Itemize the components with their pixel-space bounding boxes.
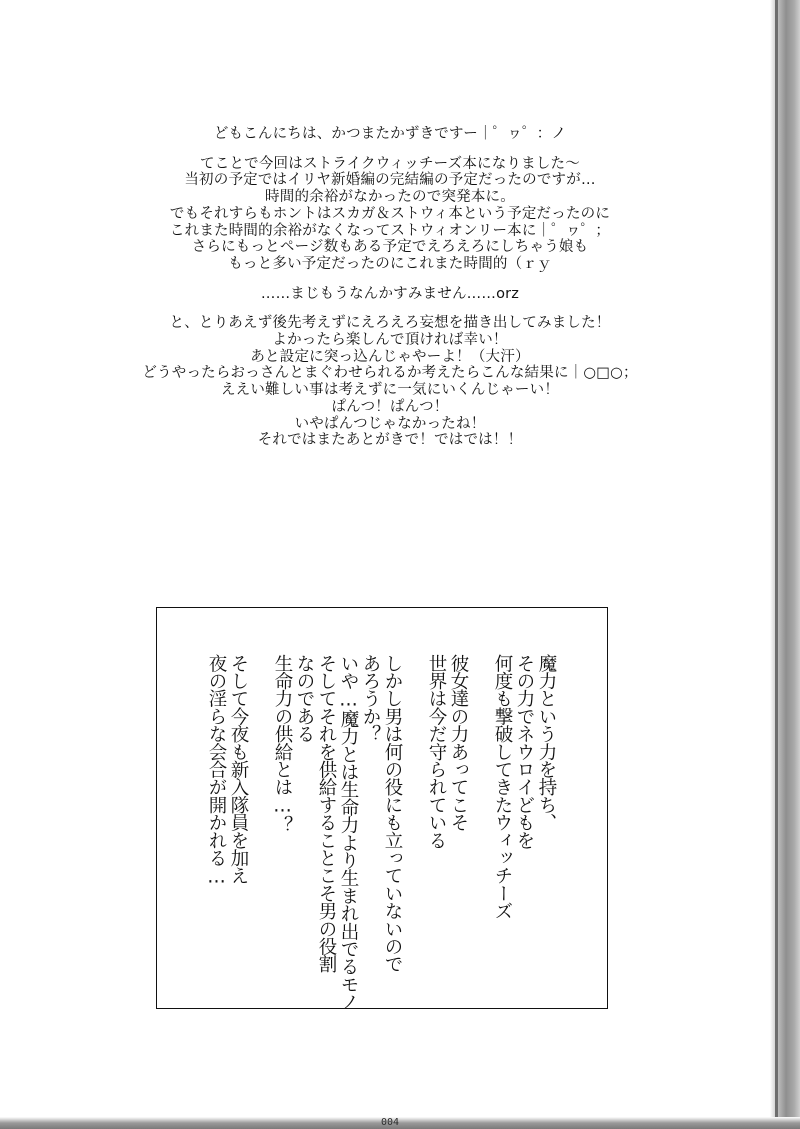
intro-line: いやぱんつじゃなかったね！ bbox=[294, 415, 486, 432]
intro-line: てことで今回はストライクウィッチーズ本になりました～ bbox=[200, 155, 580, 172]
intro-line: もっと多い予定だったのにこれまた時間的（ｒｙ bbox=[228, 255, 552, 272]
intro-line: でもそれすらもホントはスカガ＆ストウィ本という予定だったのに bbox=[169, 205, 611, 222]
story-column: なのである bbox=[294, 654, 315, 743]
story-column: そしてそれを供給することこそ男の役割 bbox=[316, 654, 337, 973]
intro-line: ぱんつ！ぱんつ！ bbox=[331, 398, 449, 415]
intro-line: さらにもっとページ数もある予定でえろえろにしちゃう娘も bbox=[191, 239, 589, 256]
intro-line: ……まじもうなんかすみません……orz bbox=[260, 285, 520, 302]
intro-line: よかったら楽しんで頂ければ幸い！ bbox=[272, 332, 508, 349]
intro-line: それではまたあとがきで！ではでは！！ bbox=[257, 432, 523, 449]
story-column: 夜の淫らな会合が開かれる… bbox=[206, 654, 227, 887]
intro-line: どうやったらおっさんとまぐわせられるか考えたらこんな結果に｜○□○； bbox=[142, 365, 638, 382]
story-column: 世界は今だ守られている bbox=[426, 654, 447, 849]
story-column: その力でネウロイどもを bbox=[514, 654, 535, 849]
intro-line: ええい難しい事は考えずに一気にいくんじゃーい！ bbox=[220, 382, 560, 399]
story-column: 彼女達の力あってこそ bbox=[448, 654, 469, 832]
story-column: 何度も撃破してきたウィッチーズ bbox=[492, 654, 513, 920]
story-column: 生命力の供給とは…？ bbox=[272, 654, 293, 834]
intro-line: と、とりあえず後先考えずにえろえろ妄想を描き出してみました！ bbox=[169, 315, 611, 332]
page-edge-line-right bbox=[775, 0, 778, 1129]
intro-paragraph-3 bbox=[90, 286, 690, 303]
intro-paragraph-4 bbox=[90, 315, 690, 449]
page-number: 004 bbox=[380, 1117, 400, 1128]
intro-paragraph-2 bbox=[90, 156, 690, 273]
afterword-intro bbox=[90, 126, 690, 462]
intro-line: どもこんにちは、かつまたかずきですー｜゜ヮ゜：ノ bbox=[213, 126, 567, 142]
story-column: そして今夜も新入隊員を加え bbox=[228, 654, 249, 885]
story-column: 魔力という力を持ち、 bbox=[536, 654, 557, 832]
intro-line: 当初の予定ではイリヤ新婚編の完結編の予定だったのですが… bbox=[184, 172, 596, 189]
intro-paragraph-1 bbox=[90, 126, 690, 143]
story-column: しかし男は何の役にも立っていないので bbox=[382, 654, 403, 973]
story-text-box bbox=[156, 607, 608, 1009]
story-column: いや…魔力とは生命力より生まれ出でるモノ bbox=[338, 654, 359, 1011]
intro-line: 時間的余裕がなかったので突発本に。 bbox=[265, 189, 515, 206]
story-column: あろうか？ bbox=[360, 654, 381, 743]
intro-line: これまた時間的余裕がなくなってストウィオンリー本に｜゜ヮ゜； bbox=[169, 222, 611, 239]
intro-line: あと設定に突っ込んじゃやーよ！（大汗） bbox=[250, 348, 530, 365]
